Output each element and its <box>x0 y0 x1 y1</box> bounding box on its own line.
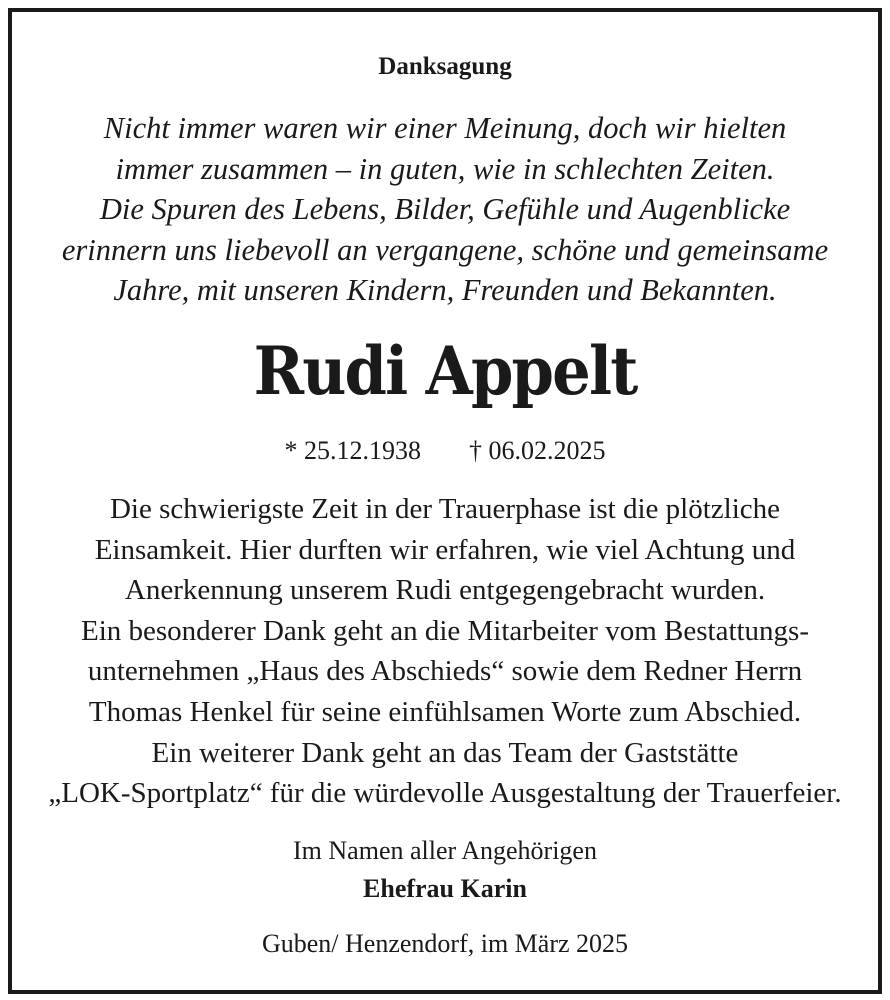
message-line: Einsamkeit. Hier durften wir erfahren, wie viel Achtung und <box>94 533 796 566</box>
deceased-name: Rudi Appelt <box>253 332 637 410</box>
poem-line: Jahre, mit unseren Kindern, Freunden und Bekannten. <box>113 273 777 307</box>
poem-line: Nicht immer waren wir einer Meinung, doch wir hielten <box>103 111 787 145</box>
signoff-line: Im Namen aller Angehörigen <box>293 836 597 865</box>
thanks-message <box>12 489 878 814</box>
signoff-block <box>12 832 878 908</box>
message-line: Thomas Henkel für seine einfühlsamen Worte zum Abschied. <box>88 695 802 728</box>
notice-heading: Danksagung <box>378 53 512 80</box>
life-dates <box>12 434 878 468</box>
notice-content <box>12 12 878 990</box>
place-date: Guben/ Henzendorf, im März 2025 <box>261 929 629 958</box>
message-line: Ein besonderer Dank geht an die Mitarbeiter vom Bestattungs- <box>80 614 810 647</box>
signoff-name: Ehefrau Karin <box>363 874 527 903</box>
message-line: Anerkennung unserem Rudi entgegengebracht wurden. <box>124 574 766 607</box>
message-line: unternehmen „Haus des Abschieds“ sowie dem Redner Herrn <box>87 655 803 688</box>
poem-block <box>12 108 878 311</box>
message-line: „LOK-Sportplatz“ für die würdevolle Ausgestaltung der Trauerfeier. <box>48 777 842 810</box>
death-date: † 06.02.2025 <box>469 436 606 465</box>
poem-line: immer zusammen – in guten, wie in schlechten Zeiten. <box>115 151 775 186</box>
message-line: Die schwierigste Zeit in der Trauerphase ist die plötzliche <box>109 493 781 525</box>
notice-frame <box>8 8 882 994</box>
message-line: Ein weiterer Dank geht an das Team der Gaststätte <box>151 736 739 769</box>
poem-line: erinnern uns liebevoll an vergangene, schöne und gemeinsame <box>61 232 829 267</box>
poem-line: Die Spuren des Lebens, Bilder, Gefühle und Augenblicke <box>99 192 791 226</box>
birth-date: * 25.12.1938 <box>284 436 421 465</box>
